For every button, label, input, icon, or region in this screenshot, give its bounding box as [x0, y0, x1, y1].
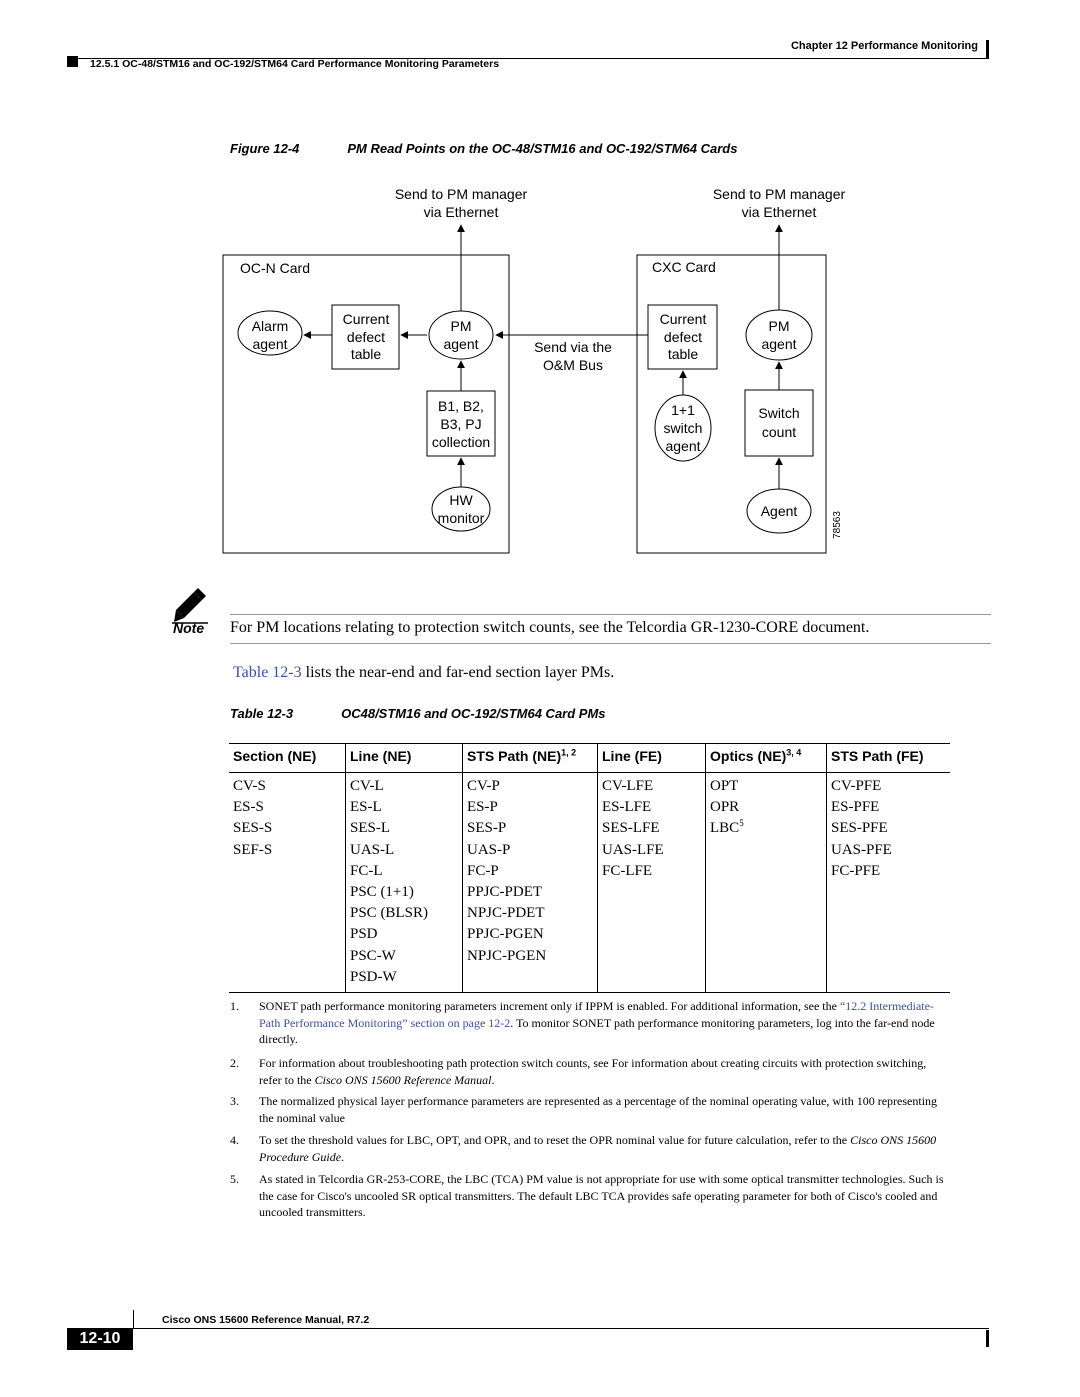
footer-rule-mark [133, 1310, 134, 1328]
table-cell: SES-P [467, 820, 507, 837]
table-cell: UAS-P [467, 841, 511, 858]
column-divider [597, 743, 598, 992]
right-send-label-1: Send to PM manager [712, 186, 846, 202]
current-defect-label-1: Current [342, 311, 390, 327]
alarm-agent-label-2: agent [252, 336, 288, 352]
table-cell: UAS-PFE [831, 841, 892, 858]
column-optics-ne [710, 776, 744, 840]
table-cell: PSD-W [350, 968, 397, 985]
table-cell: CV-L [350, 778, 384, 794]
table-cell: CV-PFE [831, 778, 882, 794]
right-send-label-2: via Ethernet [741, 204, 817, 220]
table-cell: SES-L [350, 820, 391, 837]
note-text: For PM locations relating to protection switch counts, see the Telcordia GR-1230-CORE document. [230, 619, 870, 636]
cxc-current-label-3: table [667, 346, 699, 362]
table-cell: SES-S [233, 820, 273, 837]
switch-count-label-1: Switch [758, 405, 800, 421]
note-rule-bottom [230, 643, 991, 644]
table-bottom-rule [229, 992, 950, 993]
footnote-5: 5. As stated in Telcordia GR-253-CORE, the LBC (TCA) PM value is not appropriate for use with some optical transmitter technologies. Such is the case for Cisco's uncooled SR optical transmitters. The default LBC TCA provides safe operating parameter for both of Cisco's cooled and uncooled transmitters. [230, 1172, 944, 1220]
column-divider [705, 743, 706, 992]
b-collection-label-2: B3, PJ [440, 416, 482, 432]
header-optics-ne: Optics (NE)$^{3, 4}$ [710, 747, 802, 764]
table-label: Table 12-3 [230, 706, 294, 721]
header-footnote-ref: 1, 2 [561, 747, 577, 758]
footer-rule-mark-right [986, 1330, 989, 1347]
table-header-rule [229, 772, 950, 773]
table-cell: OPR [710, 799, 740, 816]
send-via-label-1: Send via the [534, 339, 612, 355]
footnote-1: 1. SONET path performance monitoring parameters increment only if IPPM is enabled. For additional information, see the “12.2 Intermediate-Path Performance Monitoring” section on page 12-2. To monitor SONET path performance monitoring parameters, log into the far-end node directly. [230, 999, 935, 1047]
note-label: Note [173, 620, 205, 636]
current-defect-label-3: table [350, 346, 382, 362]
switch-count-node [745, 390, 813, 456]
switch-agent-label-2: switch [663, 420, 703, 436]
send-via-label-2: O&M Bus [543, 357, 603, 373]
table-cell: ES-S [233, 799, 264, 816]
column-divider [345, 743, 346, 992]
b-collection-label-3: collection [431, 434, 491, 450]
page-number: 12-10 [67, 1328, 133, 1350]
table-cell: NPJC-PGEN [467, 947, 547, 964]
figure-label: Figure 12-4 [230, 141, 300, 156]
cxc-pm-label-2: agent [761, 336, 797, 352]
cxc-pm-label-1: PM [768, 318, 790, 334]
column-line-fe [602, 776, 664, 882]
hw-monitor-label-1: HW [449, 492, 473, 508]
table-cell: PSC-W [350, 947, 396, 964]
note-rule-top [230, 614, 991, 615]
running-header-section: 12.5.1 OC-48/STM16 and OC-192/STM64 Card Performance Monitoring Parameters [90, 58, 500, 70]
column-sts-path-ne [467, 776, 546, 967]
table-intro [233, 664, 614, 682]
header-square-mark [67, 56, 78, 67]
table-cell: NPJC-PDET [467, 905, 545, 922]
header-line-fe: Line (FE) [602, 748, 662, 764]
table-cell: PPJC-PGEN [467, 926, 544, 943]
header-rule-mark [986, 40, 989, 58]
column-sts-path-fe [831, 776, 892, 882]
figure-title: PM Read Points on the OC-48/STM16 and OC-192/STM64 Cards [347, 141, 738, 156]
table-cell: ES-PFE [831, 799, 880, 816]
hw-monitor-label-2: monitor [437, 510, 485, 526]
table-cell: SES-PFE [831, 820, 888, 837]
footnote-2: 2. For information about troubleshooting path protection switch counts, see For information about creating circuits with protection switching, refer to the Cisco ONS 15600 Reference Manual. [230, 1056, 927, 1087]
cxc-card-box [637, 255, 826, 553]
table-cell: LBC$^5$ [710, 818, 744, 837]
table-cell: FC-P [467, 862, 499, 879]
table-cell: PSD [350, 926, 378, 943]
alarm-agent-label-1: Alarm [251, 318, 289, 334]
column-line-ne [350, 776, 428, 988]
switch-agent-label-3: agent [665, 438, 701, 454]
header-sts-path-fe: STS Path (FE) [831, 748, 924, 764]
pm-read-points-diagram [200, 175, 860, 575]
figure-id: 78563 [832, 511, 843, 539]
table-cell: UAS-LFE [602, 841, 664, 858]
table-cell: CV-P [467, 778, 500, 794]
header-section-ne: Section (NE) [233, 748, 317, 764]
footnote-3: 3. The normalized physical layer performance parameters are represented as a percentage of the nominal operating value, with 100 representing the nominal value [230, 1094, 938, 1125]
column-divider [826, 743, 827, 992]
agent-label: Agent [760, 503, 798, 519]
switch-agent-label-1: 1+1 [671, 402, 695, 418]
header-sts-path-ne: STS Path (NE)$^{1, 2}$ [467, 747, 577, 764]
table-cell: SEF-S [233, 841, 273, 858]
pencil-note-icon [172, 588, 208, 624]
figure-caption [230, 141, 737, 156]
column-divider [462, 743, 463, 992]
table-title: OC48/STM16 and OC-192/STM64 Card PMs [341, 706, 606, 721]
left-send-label-2: via Ethernet [423, 204, 499, 220]
running-header-chapter: Chapter 12 Performance Monitoring [790, 40, 978, 52]
cell-footnote-ref: 5 [739, 818, 744, 829]
table-cell: CV-S [233, 778, 266, 794]
header-footnote-ref: 3, 4 [786, 747, 802, 758]
table-cell: PSC (BLSR) [350, 905, 428, 922]
table-cell: FC-PFE [831, 862, 881, 879]
table-cell: ES-L [350, 799, 382, 816]
table-cell: CV-LFE [602, 778, 654, 794]
table-cell: ES-P [467, 799, 498, 816]
cxc-current-label-1: Current [659, 311, 707, 327]
table-caption [230, 706, 606, 721]
table-cell: ES-LFE [602, 799, 652, 816]
table-cell: PSC (1+1) [350, 883, 414, 900]
column-section-ne [233, 776, 272, 861]
table-top-rule [229, 743, 950, 744]
table-reference-link[interactable]: Table 12-3 [233, 664, 302, 681]
footer-rule [133, 1328, 989, 1329]
oc-n-card-label: OC-N Card [240, 260, 311, 276]
current-defect-label-2: defect [346, 329, 386, 345]
header-line-ne: Line (NE) [350, 748, 412, 764]
table-intro-text: lists the near-end and far-end section layer PMs. [301, 664, 615, 681]
pm-agent-label-2: agent [443, 336, 479, 352]
table-cell: FC-L [350, 862, 383, 879]
footnote-4: 4. To set the threshold values for LBC, OPT, and OPR, and to reset the OPR nominal value for future calculation, refer to the Cisco ONS 15600 Procedure Guide. [230, 1133, 937, 1164]
pm-agent-label-1: PM [450, 318, 472, 334]
table-cell: SES-LFE [602, 820, 660, 837]
table-cell: OPT [710, 778, 739, 794]
b-collection-label-1: B1, B2, [438, 398, 484, 414]
cxc-current-label-2: defect [663, 329, 703, 345]
switch-count-label-2: count [761, 424, 797, 440]
footer-title: Cisco ONS 15600 Reference Manual, R7.2 [162, 1314, 370, 1326]
left-send-label-1: Send to PM manager [394, 186, 528, 202]
table-cell: PPJC-PDET [467, 883, 543, 900]
table-cell: FC-LFE [602, 862, 653, 879]
cxc-card-label: CXC Card [652, 259, 716, 275]
table-cell: UAS-L [350, 841, 395, 858]
footnote-link[interactable]: “12.2 Intermediate-Path Performance Monitoring” section on page 12-2 [259, 999, 934, 1030]
